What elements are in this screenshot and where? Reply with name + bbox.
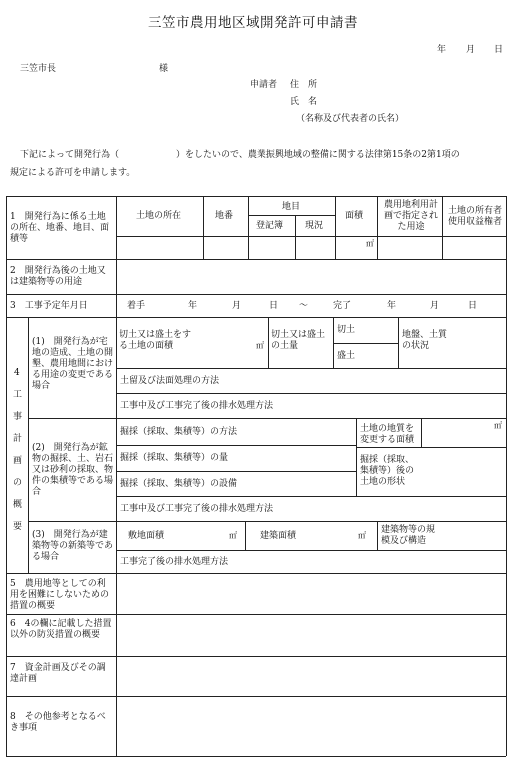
date-year-label: 年 <box>437 45 447 55</box>
sec3-label: 3 工事予定年月日 <box>10 301 88 311</box>
sub1-cut-fill-area: 切土又は盛土をする土地の面積 <box>119 330 192 351</box>
sub2-method: 掘採（採取、集積等）の方法 <box>120 427 238 437</box>
sec1-col-owner: 土地の所有者使用収益権者 <box>447 206 502 227</box>
sec3-start: 着手 <box>127 301 146 311</box>
sub3-label: (3) 開発行為が建築物等の新築等である場合 <box>32 530 114 562</box>
sec3-day2: 日 <box>468 301 478 311</box>
addressee-honorific: 様 <box>159 64 169 74</box>
applicant-name-label: 氏 名 <box>290 97 318 107</box>
date-month-label: 月 <box>466 45 476 55</box>
sub3-building-scale: 建築物等の規模及び構造 <box>381 525 436 546</box>
intro-line1-part1: 下記によって開発行為（ <box>20 150 120 160</box>
sec1-col-registry: 登記簿 <box>256 221 284 231</box>
intro-line1-part2: ）をしたいので、農業振興地域の整備に関する法律第15条の2第1項の <box>176 150 460 160</box>
sub2-drainage: 工事中及び工事完了後の排水処理方法 <box>120 504 274 514</box>
sec1-col-current: 現況 <box>305 221 324 231</box>
sec1-col-location: 土地の所在 <box>136 211 182 221</box>
addressee-name: 三笠市長 <box>20 64 57 74</box>
sub1-cut-fill-volume: 切土又は盛土の土量 <box>271 330 326 351</box>
sec1-col-category: 地目 <box>282 202 301 212</box>
sub2-quality-change-area: 土地の地質を変更する面積 <box>360 424 415 445</box>
sec2-label: 2 開発行為後の土地又は建築物等の用途 <box>10 266 106 287</box>
applicant-label: 申請者 <box>250 80 278 90</box>
sec1-area-unit: ㎡ <box>366 239 374 248</box>
sub2-land-shape: 掘採（採取、集積等）後の土地の形状 <box>360 455 415 487</box>
sub3-area-unit1: ㎡ <box>229 531 237 540</box>
sec1-col-area: 面積 <box>345 211 364 221</box>
sec6-label: 6 4の欄に記載した措置以外の防災措置の概要 <box>10 619 112 640</box>
sec3-year1: 年 <box>188 301 198 311</box>
sub3-area-unit2: ㎡ <box>358 531 366 540</box>
sec3-day1: 日 <box>269 301 279 311</box>
sec3-year2: 年 <box>387 301 397 311</box>
sec3-month1: 月 <box>232 301 242 311</box>
sec4-label-char-3: 画 <box>13 456 23 466</box>
sec1-label: 1 開発行為に係る土地の所在、地番、地目、面積等 <box>10 212 110 244</box>
page-title: 三笠市農用地区域開発許可申請書 <box>148 15 358 31</box>
sub2-quantity: 掘採（採取、集積等）の量 <box>120 453 229 463</box>
sec1-col-plan-use: 農用地利用計画で指定された用途 <box>383 200 438 232</box>
applicant-name-note: （名称及び代表者の氏名） <box>296 114 405 124</box>
sub3-site-area: 敷地面積 <box>128 531 165 541</box>
sec3-end: 完了 <box>333 301 352 311</box>
sub2-label: (2) 開発行為が鉱物の掘採、土、岩石又は砂利の採取、物件の集積等である場合 <box>32 443 114 497</box>
sub1-fill: 盛土 <box>337 351 356 361</box>
sec4-label-char-5: 概 <box>13 500 23 510</box>
sec4-label-char-1: 事 <box>13 412 23 422</box>
sub1-retaining: 土留及び法面処理の方法 <box>120 376 220 386</box>
sec4-label-char-4: の <box>13 478 23 488</box>
sec4-label-char-0: 工 <box>13 390 23 400</box>
sec3-tilde: 〜 <box>299 301 309 311</box>
sub1-ground-quality: 地盤、土質の状況 <box>402 330 448 351</box>
date-day-label: 日 <box>494 45 504 55</box>
sec4-label-char-2: 計 <box>13 434 23 444</box>
sub3-building-area: 建築面積 <box>260 531 297 541</box>
sec4-label-num: 4 <box>14 368 20 378</box>
sec1-col-number: 地番 <box>215 211 234 221</box>
sec5-label: 5 農用地等としての利用を困難にしないための措置の概要 <box>10 579 110 611</box>
applicant-address-label: 住 所 <box>290 80 318 90</box>
sec8-label: 8 その他参考となるべき事項 <box>10 712 106 733</box>
sec4-label-char-6: 要 <box>13 522 23 532</box>
sub1-drainage: 工事中及び工事完了後の排水処理方法 <box>120 401 274 411</box>
sub1-label: (1) 開発行為が宅地の造成、土地の開墾、農用地間における用途の変更である場合 <box>32 337 114 391</box>
sub2-area-unit: ㎡ <box>494 421 502 430</box>
sub1-cut: 切土 <box>337 325 356 335</box>
sec3-month2: 月 <box>430 301 440 311</box>
sec7-label: 7 資金計画及びその調達計画 <box>10 663 106 684</box>
sub3-drainage: 工事完了後の排水処理方法 <box>120 557 229 567</box>
intro-line2: 規定による許可を申請します。 <box>10 168 136 178</box>
sub1-area-unit: ㎡ <box>256 341 264 350</box>
sub2-equipment: 掘採（採取、集積等）の設備 <box>120 479 238 489</box>
